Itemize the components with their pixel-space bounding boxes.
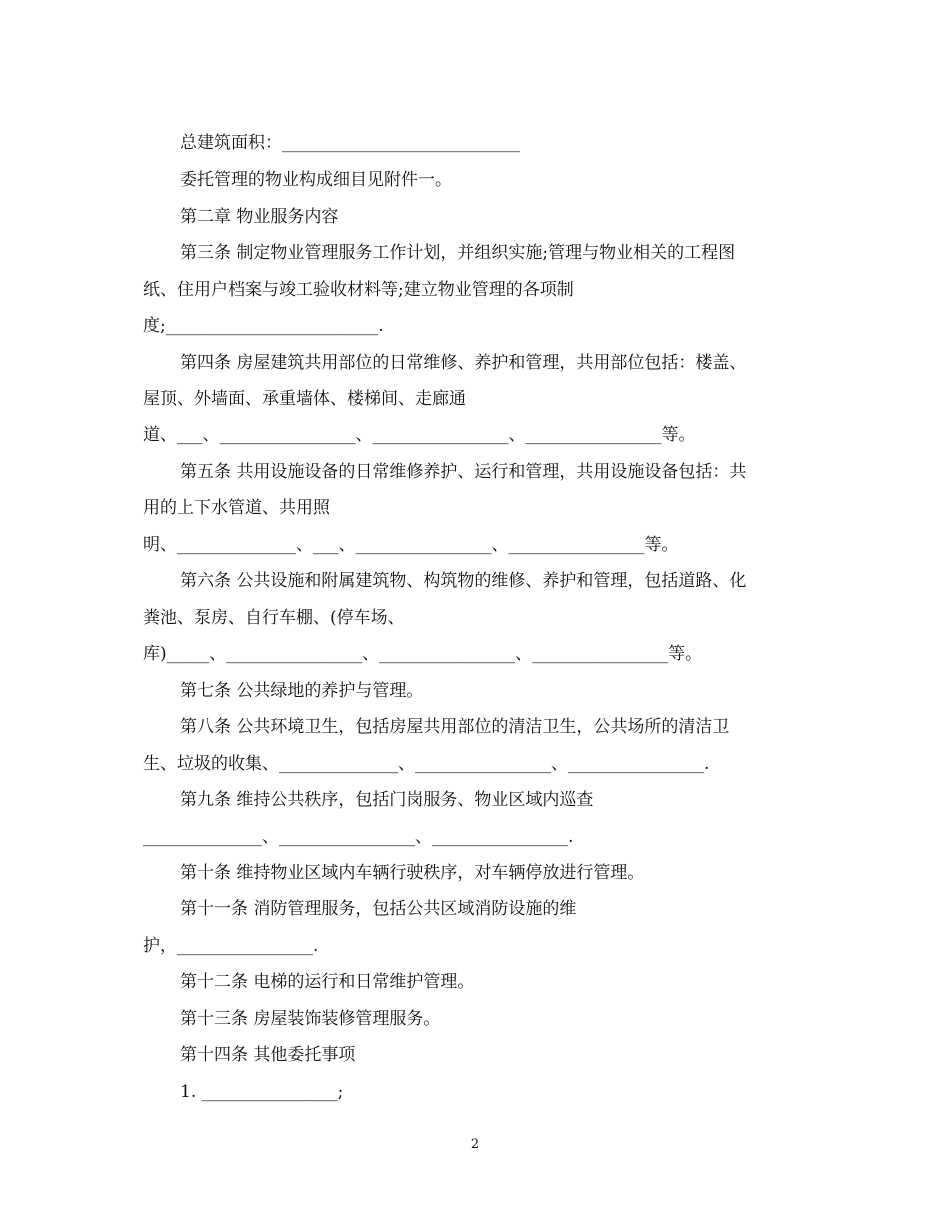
line-entrusted-property: 委托管理的物业构成细目见附件一。 (180, 170, 452, 190)
article-7: 第七条 公共绿地的养护与管理。 (180, 681, 424, 701)
article-14-item-1: 1. ________________; (180, 1082, 344, 1102)
article-11-line-1: 第十一条 消防管理服务，包括公共区域消防设施的维 (180, 899, 577, 919)
article-6-line-3: 库)_____、________________、________________、________________等。 (143, 644, 703, 664)
article-14: 第十四条 其他委托事项 (180, 1045, 356, 1065)
article-5-line-2: 用的上下水管道、共用照 (143, 498, 330, 518)
article-3-line-3: 度;_________________________. (143, 316, 384, 336)
article-13: 第十三条 房屋装饰装修管理服务。 (180, 1009, 441, 1029)
article-5-line-1: 第五条 共用设施设备的日常维修养护、运行和管理，共用设施设备包括：共 (180, 462, 747, 482)
line-total-area: 总建筑面积：____________________________ (180, 133, 520, 153)
article-10: 第十条 维持物业区域内车辆行驶秩序，对车辆停放进行管理。 (180, 863, 645, 883)
article-8-line-2: 生、垃圾的收集、______________、________________、________________. (143, 754, 710, 774)
chapter-heading: 第二章 物业服务内容 (180, 207, 339, 227)
article-4-line-1: 第四条 房屋建筑共用部位的日常维修、养护和管理，共用部位包括：楼盖、 (180, 353, 747, 373)
article-5-line-3: 明、______________、___、________________、________________等。 (143, 535, 679, 555)
article-8-line-1: 第八条 公共环境卫生，包括房屋共用部位的清洁卫生，公共场所的清洁卫 (180, 717, 730, 737)
article-4-line-2: 屋顶、外墙面、承重墙体、楼梯间、走廊通 (143, 389, 466, 409)
article-11-line-2: 护，________________. (143, 936, 319, 956)
page-number: 2 (470, 1137, 480, 1152)
article-3-line-2: 纸、住用户档案与竣工验收材料等;建立物业管理的各项制 (143, 280, 574, 300)
article-9-line-2: ______________、________________、________________. (143, 827, 574, 847)
article-6-line-2: 粪池、泵房、自行车棚、(停车场、 (143, 608, 405, 628)
article-3-line-1: 第三条 制定物业管理服务工作计划，并组织实施;管理与物业相关的工程图 (180, 243, 736, 263)
article-9-line-1: 第九条 维持公共秩序，包括门岗服务、物业区域内巡查 (180, 790, 594, 810)
article-4-line-3: 道、___、________________、________________、________________等。 (143, 425, 696, 445)
article-6-line-1: 第六条 公共设施和附属建筑物、构筑物的维修、养护和管理，包括道路、化 (180, 571, 747, 591)
article-12: 第十二条 电梯的运行和日常维护管理。 (180, 972, 475, 992)
